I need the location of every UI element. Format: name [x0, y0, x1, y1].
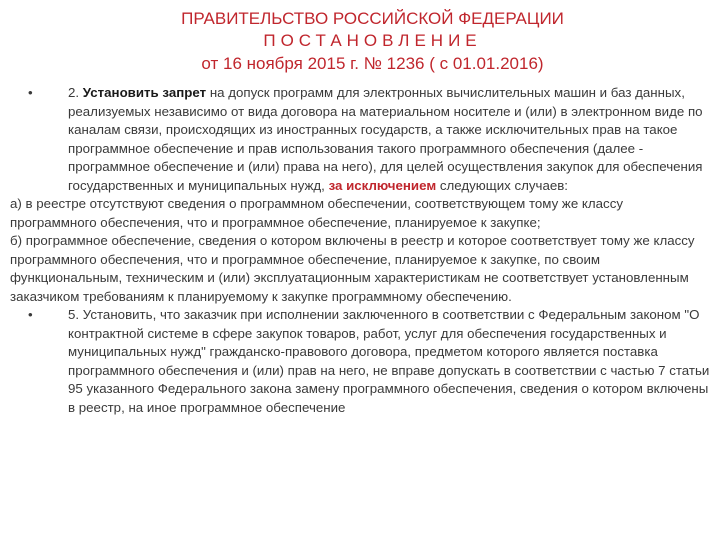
paragraph-a: а) в реестре отсутствуют сведения о программном обеспечении, соответствующем тому же классу программного обеспечения, что и программное обеспечение, планируемое к закупке; [10, 196, 623, 230]
item-2-tail: следующих случаев: [436, 177, 568, 193]
document-body [10, 84, 710, 417]
item-2-body: на допуск программ для электронных вычислительных машин и баз данных, реализуемых независимо от вида договора на материальном носителе и (или) в электронном виде по каналам связи, происходящих из иностранных государств, а также исключительных прав на такое программное обеспечение и прав использования такого программного обеспечения (далее - программное обеспечение и (или) права на него), для целей осуществления закупок для обеспечения государственных и муниципальных нужд, [68, 85, 703, 193]
paragraph-b: б) программное обеспечение, сведения о котором включены в реестр и которое соответствует тому же классу программного обеспечения, что и программное обеспечение, планируемое к закупке, по своим функциональным, техническим и (или) эксплуатационным характеристикам не соответствует установленным заказчиком требованиям к планируемому к закупке программному обеспечению. [10, 233, 695, 304]
item-5-bullet [10, 306, 710, 417]
ban-keyword: Установить запрет [82, 85, 207, 100]
item-5-text: 5. Установить, что заказчик при исполнении заключенного в соответствии с Федеральным законом "О контрактной системе в сфере закупок товаров, работ, услуг для обеспечения государственных и муниципальных нужд" гражданско-правового договора, предметом которого является поставка программного обеспечения и (или) прав на него, не вправе допускать в соответствии с частью 7 статьи 95 указанного Федерального закона замену программного обеспечения, сведения о котором включены в реестр, на иное программное обеспечение [68, 307, 710, 415]
item-2-number: 2. [68, 85, 83, 100]
decree-title: ПОСТАНОВЛЕНИЕ [263, 31, 482, 50]
bullet-marker: • [28, 85, 33, 100]
item-2-text [68, 84, 710, 195]
decree-date-number: от 16 ноября 2015 г. № 1236 ( с 01.01.2016) [201, 54, 544, 73]
exception-keyword: за исключением [328, 177, 437, 193]
document-header [0, 8, 720, 76]
item-2-bullet [10, 84, 710, 195]
bullet-marker: • [28, 307, 33, 322]
government-title: ПРАВИТЕЛЬСТВО РОССИЙСКОЙ ФЕДЕРАЦИИ [181, 9, 564, 28]
